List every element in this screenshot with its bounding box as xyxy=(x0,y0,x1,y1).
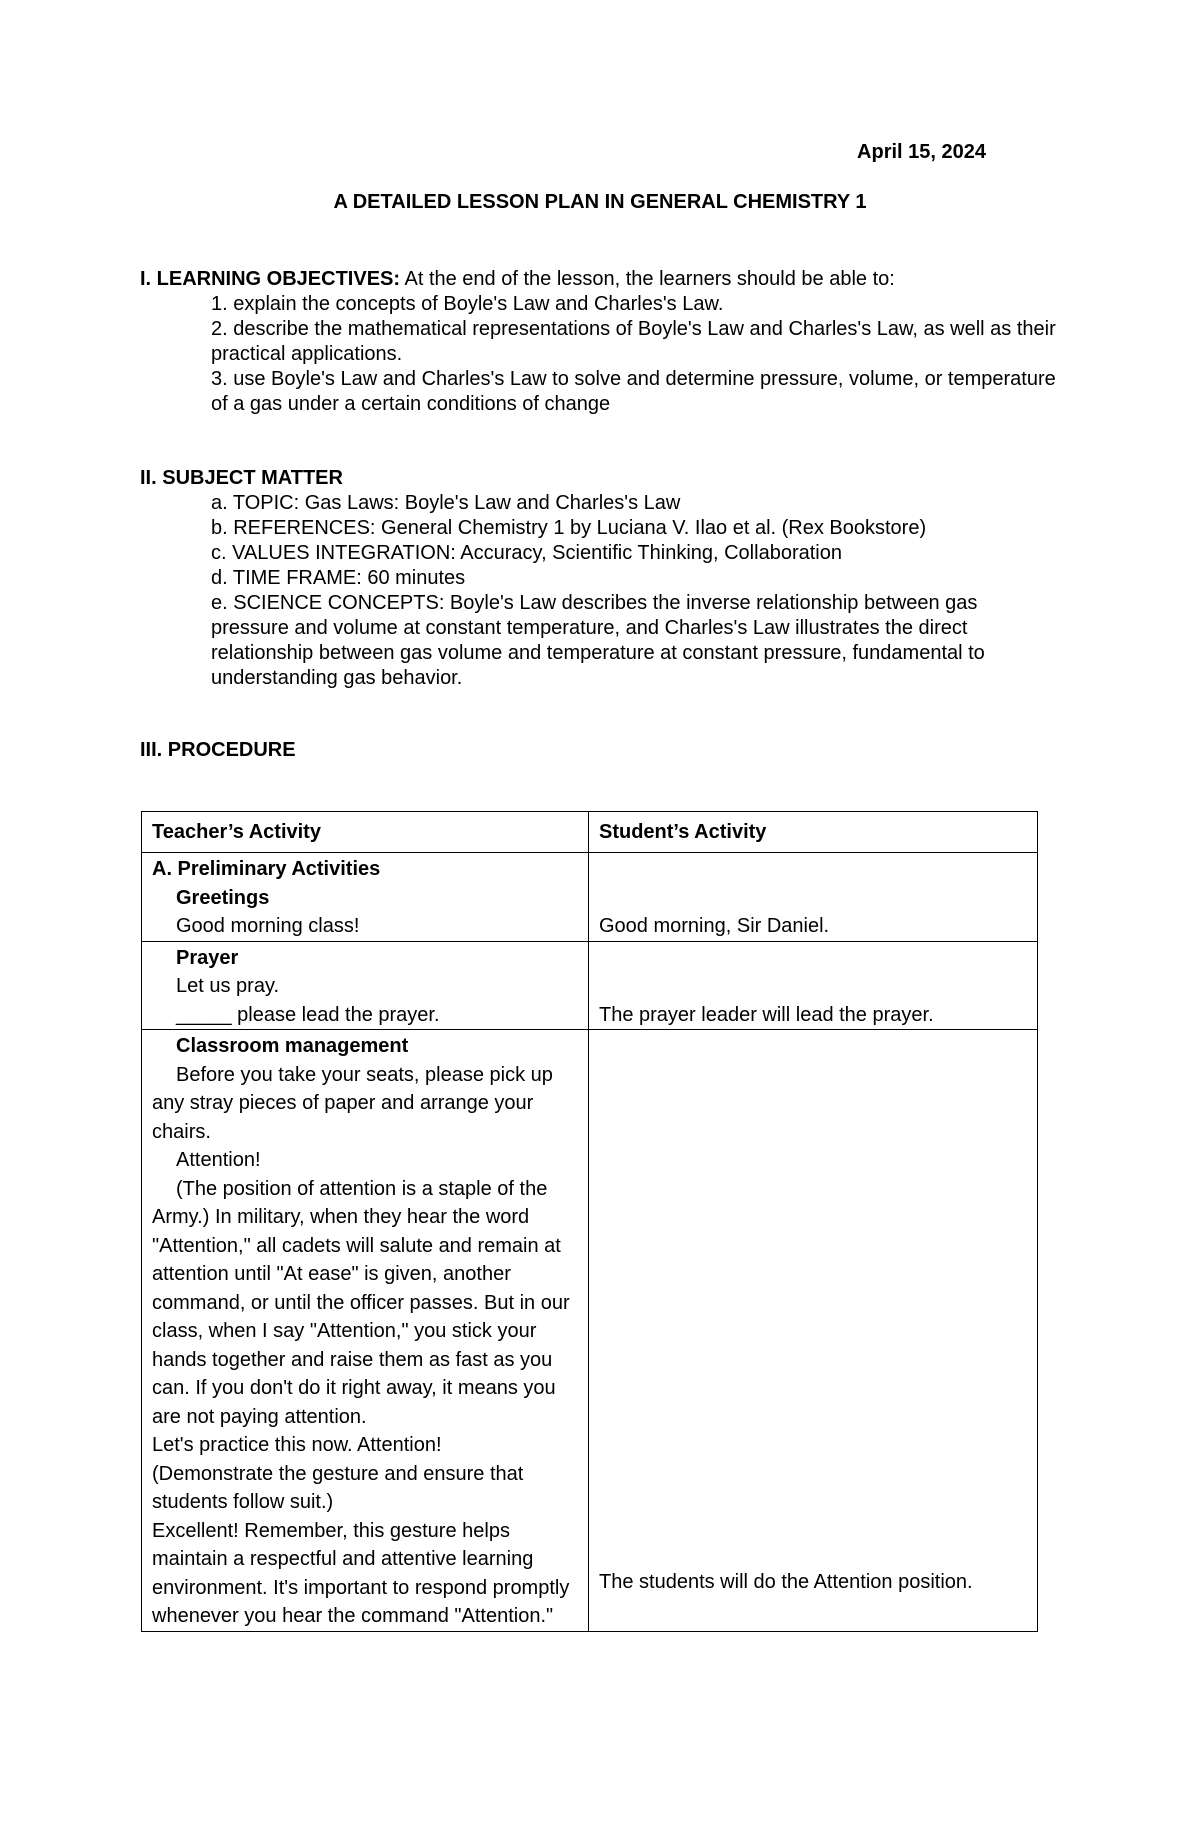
management-paragraph: Excellent! Remember, this gesture helps maintain a respectful and attentive learning environment. It's important to respond promptly whenever you hear the command "Attention." xyxy=(152,1519,570,1627)
subject-matter-item: a. TOPIC: Gas Laws: Boyle's Law and Charles's Law xyxy=(211,492,681,514)
prayer-teacher-line-2: _____ please lead the prayer. xyxy=(176,1003,440,1026)
table-header-row xyxy=(142,812,1038,853)
student-cell-management xyxy=(589,1030,1038,1632)
objectives-lead xyxy=(140,267,1060,292)
management-subheading: Classroom management xyxy=(176,1035,409,1057)
teacher-activity-header: Teacher’s Activity xyxy=(142,812,589,853)
preliminary-section-title: A. Preliminary Activities xyxy=(152,858,381,880)
learning-objectives-section xyxy=(140,267,1060,417)
procedure-section xyxy=(140,738,1060,763)
student-cell-greetings xyxy=(589,853,1038,942)
procedure-heading: III. PROCEDURE xyxy=(140,739,296,761)
subject-matter-item: b. REFERENCES: General Chemistry 1 by Luciana V. Ilao et al. (Rex Bookstore) xyxy=(211,517,927,539)
table-row xyxy=(142,853,1038,942)
subject-matter-item: d. TIME FRAME: 60 minutes xyxy=(211,567,466,589)
subject-matter-list xyxy=(140,491,1060,691)
management-paragraph: (Demonstrate the gesture and ensure that students follow suit.) xyxy=(152,1462,524,1513)
greetings-student-response: Good morning, Sir Daniel. xyxy=(599,915,830,937)
management-paragraph: Before you take your seats, please pick up any stray pieces of paper and arrange your chairs. xyxy=(152,1063,553,1143)
teacher-cell-prayer xyxy=(142,941,589,1030)
objectives-intro: At the end of the lesson, the learners should be able to: xyxy=(400,268,895,290)
management-paragraph: Attention! xyxy=(176,1149,261,1171)
management-student-response: The students will do the Attention position. xyxy=(599,1571,973,1593)
management-paragraph: Let's practice this now. Attention! xyxy=(152,1434,442,1456)
procedure-table xyxy=(141,811,1038,1632)
teacher-cell-management xyxy=(142,1030,589,1632)
management-paragraph: (The position of attention is a staple of the Army.) In military, when they hear the word "Attention," all cadets will salute and remain at attention until "At ease" is given, another command, or until the officer passes. But in our class, when I say "Attention," you stick your hands together and raise them as fast as you can. If you don't do it right away, it means you are not paying attention. xyxy=(152,1177,570,1428)
objectives-list xyxy=(140,292,1060,417)
greetings-teacher-line: Good morning class! xyxy=(176,915,360,937)
subject-matter-section xyxy=(140,466,1060,691)
greetings-subheading: Greetings xyxy=(176,886,270,909)
table-row xyxy=(142,1030,1038,1632)
student-cell-prayer xyxy=(589,941,1038,1030)
teacher-cell-preliminary xyxy=(142,853,589,942)
prayer-teacher-line-1: Let us pray. xyxy=(176,975,280,997)
subject-matter-item: c. VALUES INTEGRATION: Accuracy, Scientific Thinking, Collaboration xyxy=(211,542,842,564)
table-row xyxy=(142,941,1038,1030)
prayer-subheading: Prayer xyxy=(176,946,239,969)
objective-item: 3. use Boyle's Law and Charles's Law to solve and determine pressure, volume, or temperature of a gas under a certain conditions of change xyxy=(211,368,1056,415)
objective-item: 2. describe the mathematical representations of Boyle's Law and Charles's Law, as well as their practical applications. xyxy=(211,318,1056,365)
student-activity-header: Student’s Activity xyxy=(589,812,1038,853)
objective-item: 1. explain the concepts of Boyle's Law and Charles's Law. xyxy=(211,293,724,315)
subject-matter-item: e. SCIENCE CONCEPTS: Boyle's Law describes the inverse relationship between gas pressure and volume at constant temperature, and Charles's Law illustrates the direct relationship between gas volume and temperature at constant pressure, fundamental to understanding gas behavior. xyxy=(211,592,985,689)
prayer-student-response: The prayer leader will lead the prayer. xyxy=(599,1003,934,1026)
objectives-heading: I. LEARNING OBJECTIVES: xyxy=(140,268,401,290)
subject-matter-heading: II. SUBJECT MATTER xyxy=(140,467,343,489)
document-title: A DETAILED LESSON PLAN IN GENERAL CHEMISTRY 1 xyxy=(333,191,867,213)
document-date: April 15, 2024 xyxy=(857,141,986,163)
